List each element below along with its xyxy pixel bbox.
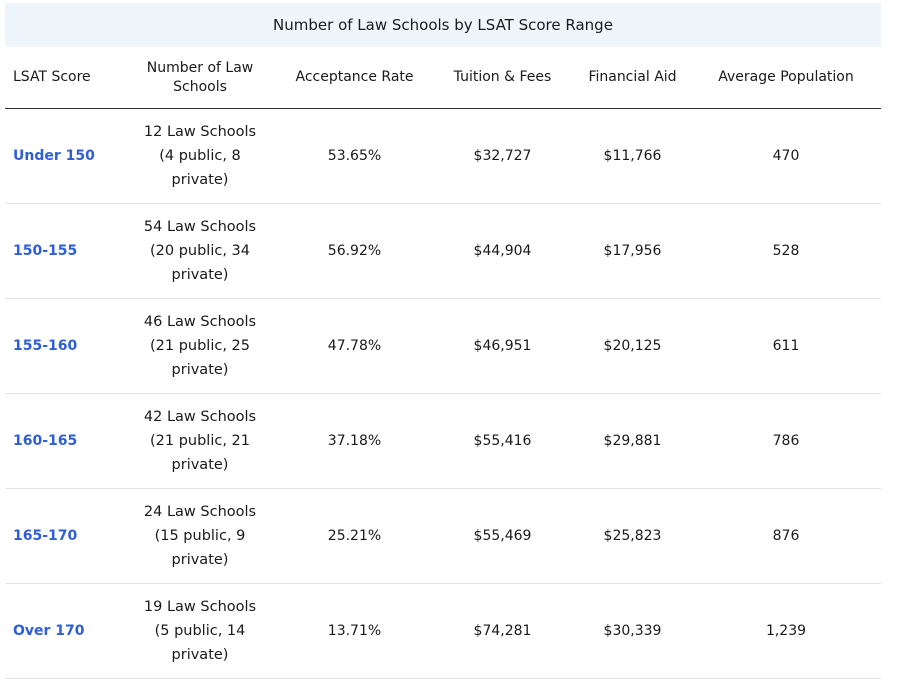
population-cell: 470 xyxy=(691,109,881,204)
table-title: Number of Law Schools by LSAT Score Range xyxy=(5,3,881,47)
financial-aid-cell: $25,823 xyxy=(574,489,691,584)
header-number-of-schools-line2: Schools xyxy=(173,78,227,95)
schools-cell xyxy=(122,489,278,584)
schools-count: 42 Law Schools xyxy=(143,409,257,425)
header-financial-aid: Financial Aid xyxy=(574,47,691,109)
tuition-cell: $46,951 xyxy=(431,299,574,394)
financial-aid-cell: $20,125 xyxy=(574,299,691,394)
tuition-cell: $55,416 xyxy=(431,394,574,489)
table-row xyxy=(5,489,881,584)
schools-cell xyxy=(122,584,278,679)
table-row xyxy=(5,204,881,299)
table-row xyxy=(5,584,881,679)
schools-split: (4 public, 8 xyxy=(159,148,241,164)
financial-aid-cell: $17,956 xyxy=(574,204,691,299)
lsat-score-link[interactable]: 165-170 xyxy=(5,489,122,584)
header-average-population: Average Population xyxy=(691,47,881,109)
tuition-cell: $32,727 xyxy=(431,109,574,204)
schools-split-end: private) xyxy=(171,362,229,378)
schools-count: 54 Law Schools xyxy=(143,219,257,235)
population-cell: 528 xyxy=(691,204,881,299)
table-row xyxy=(5,394,881,489)
population-cell: 786 xyxy=(691,394,881,489)
schools-split: (20 public, 34 xyxy=(149,243,250,259)
financial-aid-cell: $30,339 xyxy=(574,584,691,679)
financial-aid-cell: $11,766 xyxy=(574,109,691,204)
table-row xyxy=(5,109,881,204)
table-header-row xyxy=(5,47,881,109)
schools-split-end: private) xyxy=(171,172,229,188)
population-cell: 611 xyxy=(691,299,881,394)
schools-cell xyxy=(122,394,278,489)
header-number-of-schools-line1: Number of Law xyxy=(146,59,254,76)
law-schools-table xyxy=(5,47,881,679)
tuition-cell: $55,469 xyxy=(431,489,574,584)
header-tuition-fees: Tuition & Fees xyxy=(431,47,574,109)
schools-split: (21 public, 25 xyxy=(149,338,250,354)
schools-split-end: private) xyxy=(171,552,229,568)
schools-split: (15 public, 9 xyxy=(154,528,246,544)
tuition-cell: $44,904 xyxy=(431,204,574,299)
header-lsat-score: LSAT Score xyxy=(5,47,122,109)
population-cell: 1,239 xyxy=(691,584,881,679)
lsat-score-link[interactable]: Over 170 xyxy=(5,584,122,679)
tuition-cell: $74,281 xyxy=(431,584,574,679)
schools-count: 12 Law Schools xyxy=(143,124,257,140)
schools-count: 19 Law Schools xyxy=(143,599,257,615)
acceptance-rate-cell: 53.65% xyxy=(278,109,431,204)
schools-split-end: private) xyxy=(171,457,229,473)
header-acceptance-rate: Acceptance Rate xyxy=(278,47,431,109)
schools-split-end: private) xyxy=(171,647,229,663)
lsat-score-link[interactable]: 155-160 xyxy=(5,299,122,394)
schools-count: 24 Law Schools xyxy=(143,504,257,520)
schools-split: (21 public, 21 xyxy=(149,433,250,449)
acceptance-rate-cell: 56.92% xyxy=(278,204,431,299)
schools-split: (5 public, 14 xyxy=(154,623,246,639)
lsat-score-link[interactable]: 160-165 xyxy=(5,394,122,489)
population-cell: 876 xyxy=(691,489,881,584)
schools-cell xyxy=(122,204,278,299)
acceptance-rate-cell: 13.71% xyxy=(278,584,431,679)
schools-cell xyxy=(122,299,278,394)
acceptance-rate-cell: 47.78% xyxy=(278,299,431,394)
acceptance-rate-cell: 37.18% xyxy=(278,394,431,489)
schools-cell xyxy=(122,109,278,204)
lsat-score-link[interactable]: Under 150 xyxy=(5,109,122,204)
schools-split-end: private) xyxy=(171,267,229,283)
acceptance-rate-cell: 25.21% xyxy=(278,489,431,584)
header-number-of-schools xyxy=(122,47,278,109)
law-schools-table-container xyxy=(5,3,881,679)
financial-aid-cell: $29,881 xyxy=(574,394,691,489)
table-row xyxy=(5,299,881,394)
schools-count: 46 Law Schools xyxy=(143,314,257,330)
lsat-score-link[interactable]: 150-155 xyxy=(5,204,122,299)
